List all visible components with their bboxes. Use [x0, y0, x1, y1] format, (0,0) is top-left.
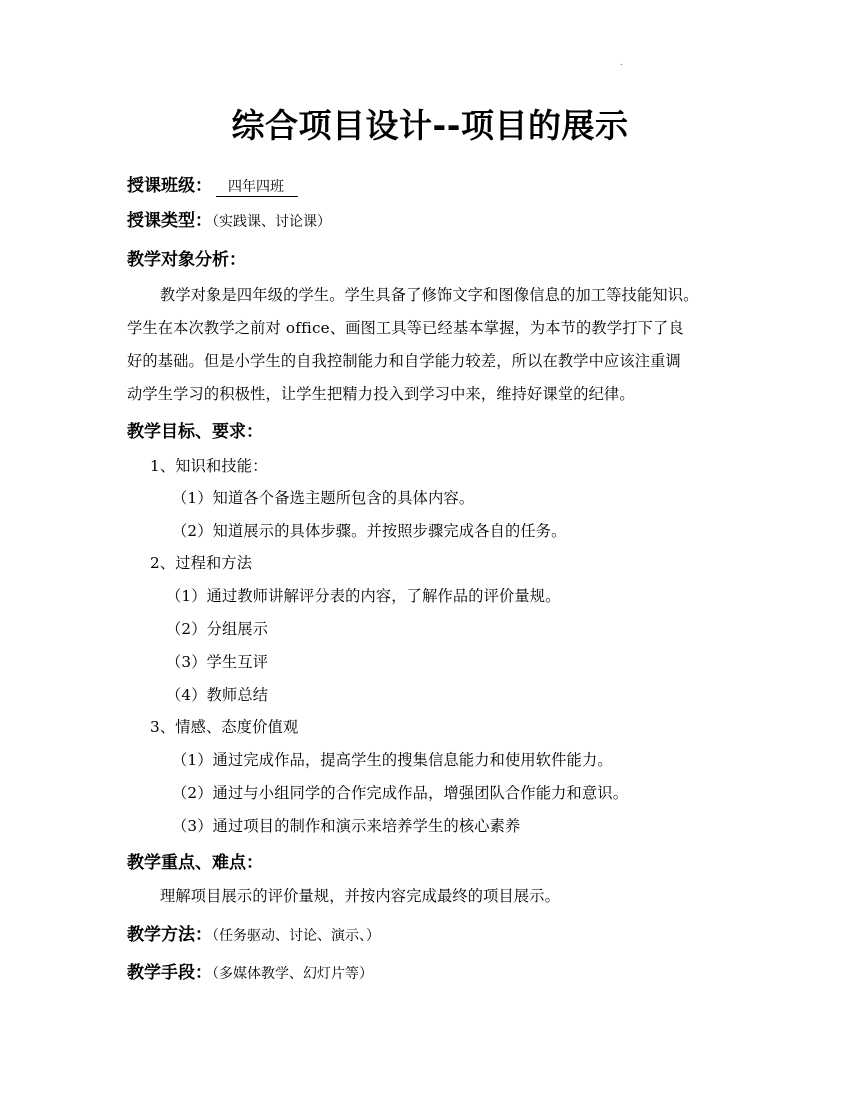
methods-row	[127, 920, 380, 945]
lesson-type-label: 授课类型：	[127, 211, 212, 231]
analysis-line-3: 好的基础。但是小学生的自我控制能力和自学能力较差，所以在教学中应该注重调	[127, 352, 681, 370]
analysis-line-4: 动学生学习的积极性，让学生把精力投入到学习中来，维持好课堂的纪律。	[127, 385, 635, 403]
goals-section-2: 2、过程和方法	[150, 554, 253, 572]
class-info-value: 四年四班	[216, 178, 298, 197]
analysis-heading: 教学对象分析：	[127, 250, 246, 270]
analysis-line-2: 学生在本次教学之前对 office、画图工具等已经基本掌握，为本节的教学打下了良	[127, 319, 684, 337]
goals-s1-item-1: （1）知道各个备选主题所包含的具体内容。	[172, 489, 475, 507]
analysis-line-1: 教学对象是四年级的学生。学生具备了修饰文字和图像信息的加工等技能知识。	[160, 286, 699, 304]
methods-label: 教学方法：	[127, 925, 212, 945]
key-points-heading: 教学重点、难点：	[127, 853, 263, 873]
document-title: 综合项目设计--项目的展示	[231, 106, 629, 145]
means-row	[127, 958, 373, 983]
class-info-row	[127, 171, 298, 197]
methods-value: （任务驱动、讨论、演示、）	[212, 928, 380, 944]
goals-s1-item-2: （2）知道展示的具体步骤。并按照步骤完成各自的任务。	[172, 522, 567, 540]
means-value: （多媒体教学、幻灯片等）	[212, 966, 373, 982]
class-info-label: 授课班级：	[127, 176, 212, 196]
goals-s3-item-2: （2）通过与小组同学的合作完成作品，增强团队合作能力和意识。	[172, 784, 629, 802]
key-points-text: 理解项目展示的评价量规，并按内容完成最终的项目展示。	[160, 887, 561, 905]
goals-s3-item-3: （3）通过项目的制作和演示来培养学生的核心素养	[172, 817, 521, 835]
lesson-type-row	[127, 206, 331, 231]
page-dot: .	[620, 58, 623, 67]
goals-s2-item-3: （3）学生互评	[166, 653, 269, 671]
lesson-type-value: （实践课、讨论课）	[212, 214, 331, 230]
goals-s2-item-2: （2）分组展示	[166, 620, 269, 638]
goals-s3-item-1: （1）通过完成作品，提高学生的搜集信息能力和使用软件能力。	[172, 751, 613, 769]
goals-heading: 教学目标、要求：	[127, 422, 263, 442]
goals-section-3: 3、情感、态度价值观	[150, 718, 299, 736]
goals-s2-item-4: （4）教师总结	[166, 686, 269, 704]
goals-s2-item-1: （1）通过教师讲解评分表的内容，了解作品的评价量规。	[166, 587, 561, 605]
means-label: 教学手段：	[127, 963, 212, 983]
goals-section-1: 1、知识和技能：	[150, 457, 268, 475]
